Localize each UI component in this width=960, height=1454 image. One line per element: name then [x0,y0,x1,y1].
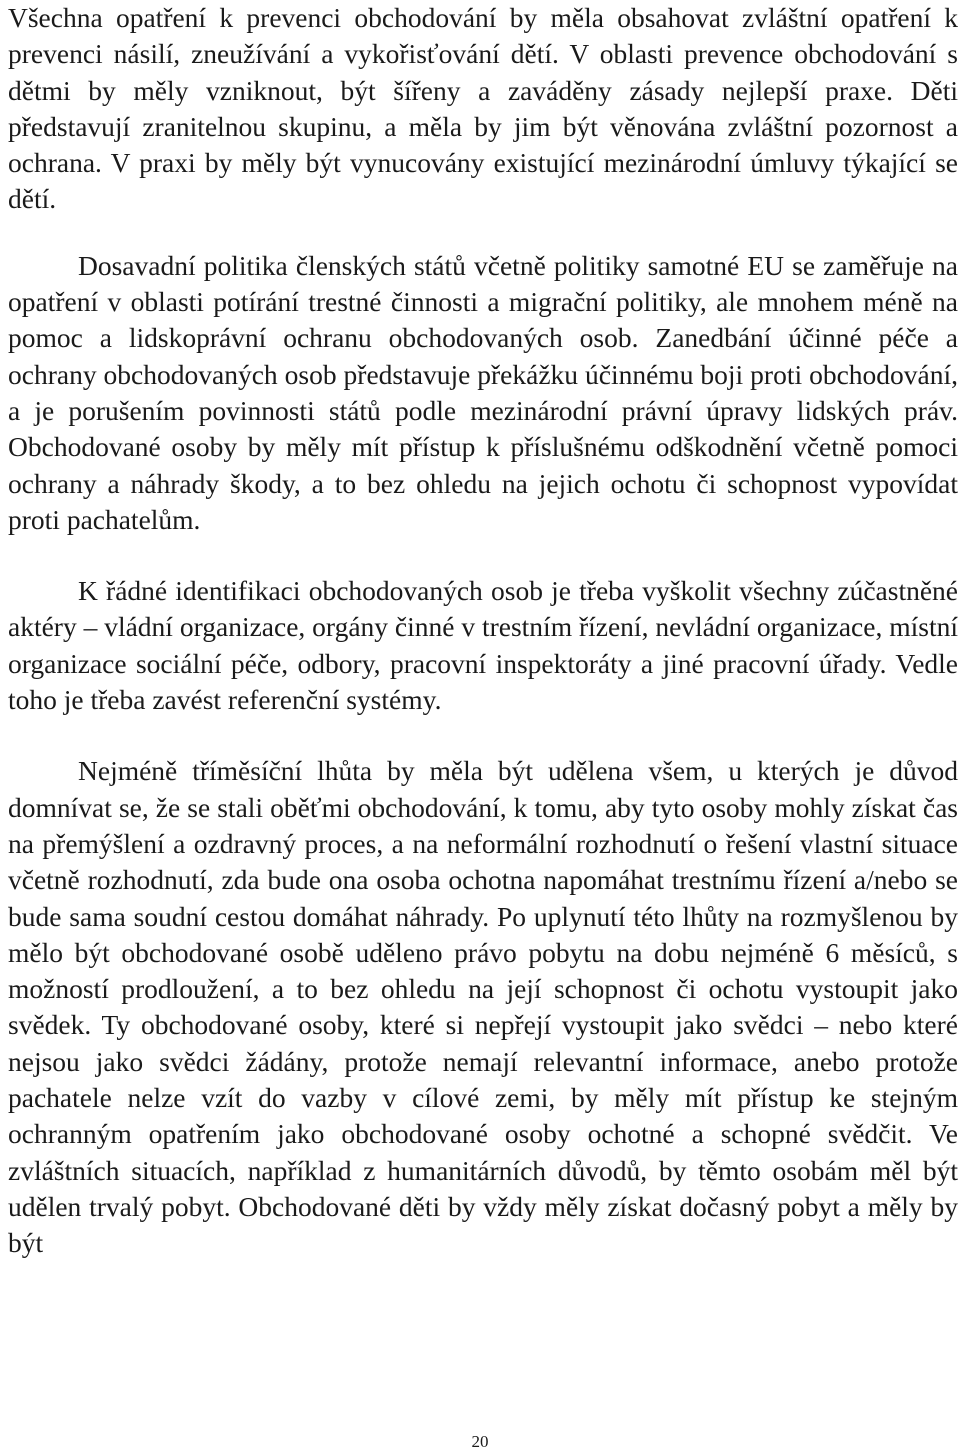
paragraph-child-protection: Všechna opatření k prevenci obchodování by měla obsahovat zvláštní opatření k prevenci násilí, zneužívání a vykořisťování dětí. V oblasti prevence obchodování s dětmi by měly vzniknout, být šířeny a zaváděny zásady nejlepší praxe. Děti představují zranitelnou skupinu, a měla by jim být věnována zvláštní pozornost a ochrana. V praxi by měly být vynucovány existující mezinárodní úmluvy týkající se dětí. [8,2,958,215]
paragraph-state-policy: Dosavadní politika členských států včetně politiky samotné EU se zaměřuje na opatření v oblasti potírání trestné činnosti a migrační politiky, ale mnohem méně na pomoc a lidskoprávní ochranu obchodovaných osob. Zanedbání účinné péče a ochrany obchodovaných osob představuje překážku účinnému boji proti obchodování, a je porušením povinnosti států podle mezinárodní právní úpravy lidských práv. Obchodované osoby by měly mít přístup k příslušnému odškodnění včetně pomoci ochrany a náhrady škody, a to bez ohledu na jejich ochotu či schopnost vypovídat proti pachatelům. [8,249,958,535]
page-number: 20 [471,1432,489,1451]
paragraph-reflection-period: Nejméně tříměsíční lhůta by měla být udělena všem, u kterých je důvod domnívat se, že se stali oběťmi obchodování, k tomu, aby tyto osoby mohly získat čas na přemýšlení a ozdravný proces, a na neformální rozhodnutí o řešení vlastní situace včetně rozhodnutí, zda bude ona osoba ochotna napomáhat trestnímu řízení a/nebo se bude sama soudní cestou domáhat náhrady. Po uplynutí této lhůty na rozmyšlenou by mělo být obchodované osobě uděleno právo pobytu na dobu nejméně 6 měsíců, s možností prodloužení, a to bez ohledu na její schopnost či ochotu vystoupit jako svědek. Ty obchodované osoby, které si nepřejí vystoupit jako svědci – nebo které nejsou jako svědci žádány, protože nemají relevantní informace, anebo protože pachatele nelze vzít do vazby v cílové zemi, by měly mít přístup ke stejným ochranným opatřením jako obchodované osoby ochotné a schopné svědčit. Ve zvláštních situacích, například z humanitárních důvodů, by těmto osobám měl být udělen trvalý pobyt. Obchodované děti by vždy měly získat dočasný pobyt a měly by být [8,755,958,1259]
document-page [8,0,958,1262]
paragraph-identification: K řádné identifikaci obchodovaných osob je třeba vyškolit všechny zúčastněné aktéry – vládní organizace, orgány činné v trestním řízení, nevládní organizace, místní organizace sociální péče, odbory, pracovní inspektoráty a jiné pracovní úřady. Vedle toho je třeba zavést referenční systémy. [8,575,958,716]
